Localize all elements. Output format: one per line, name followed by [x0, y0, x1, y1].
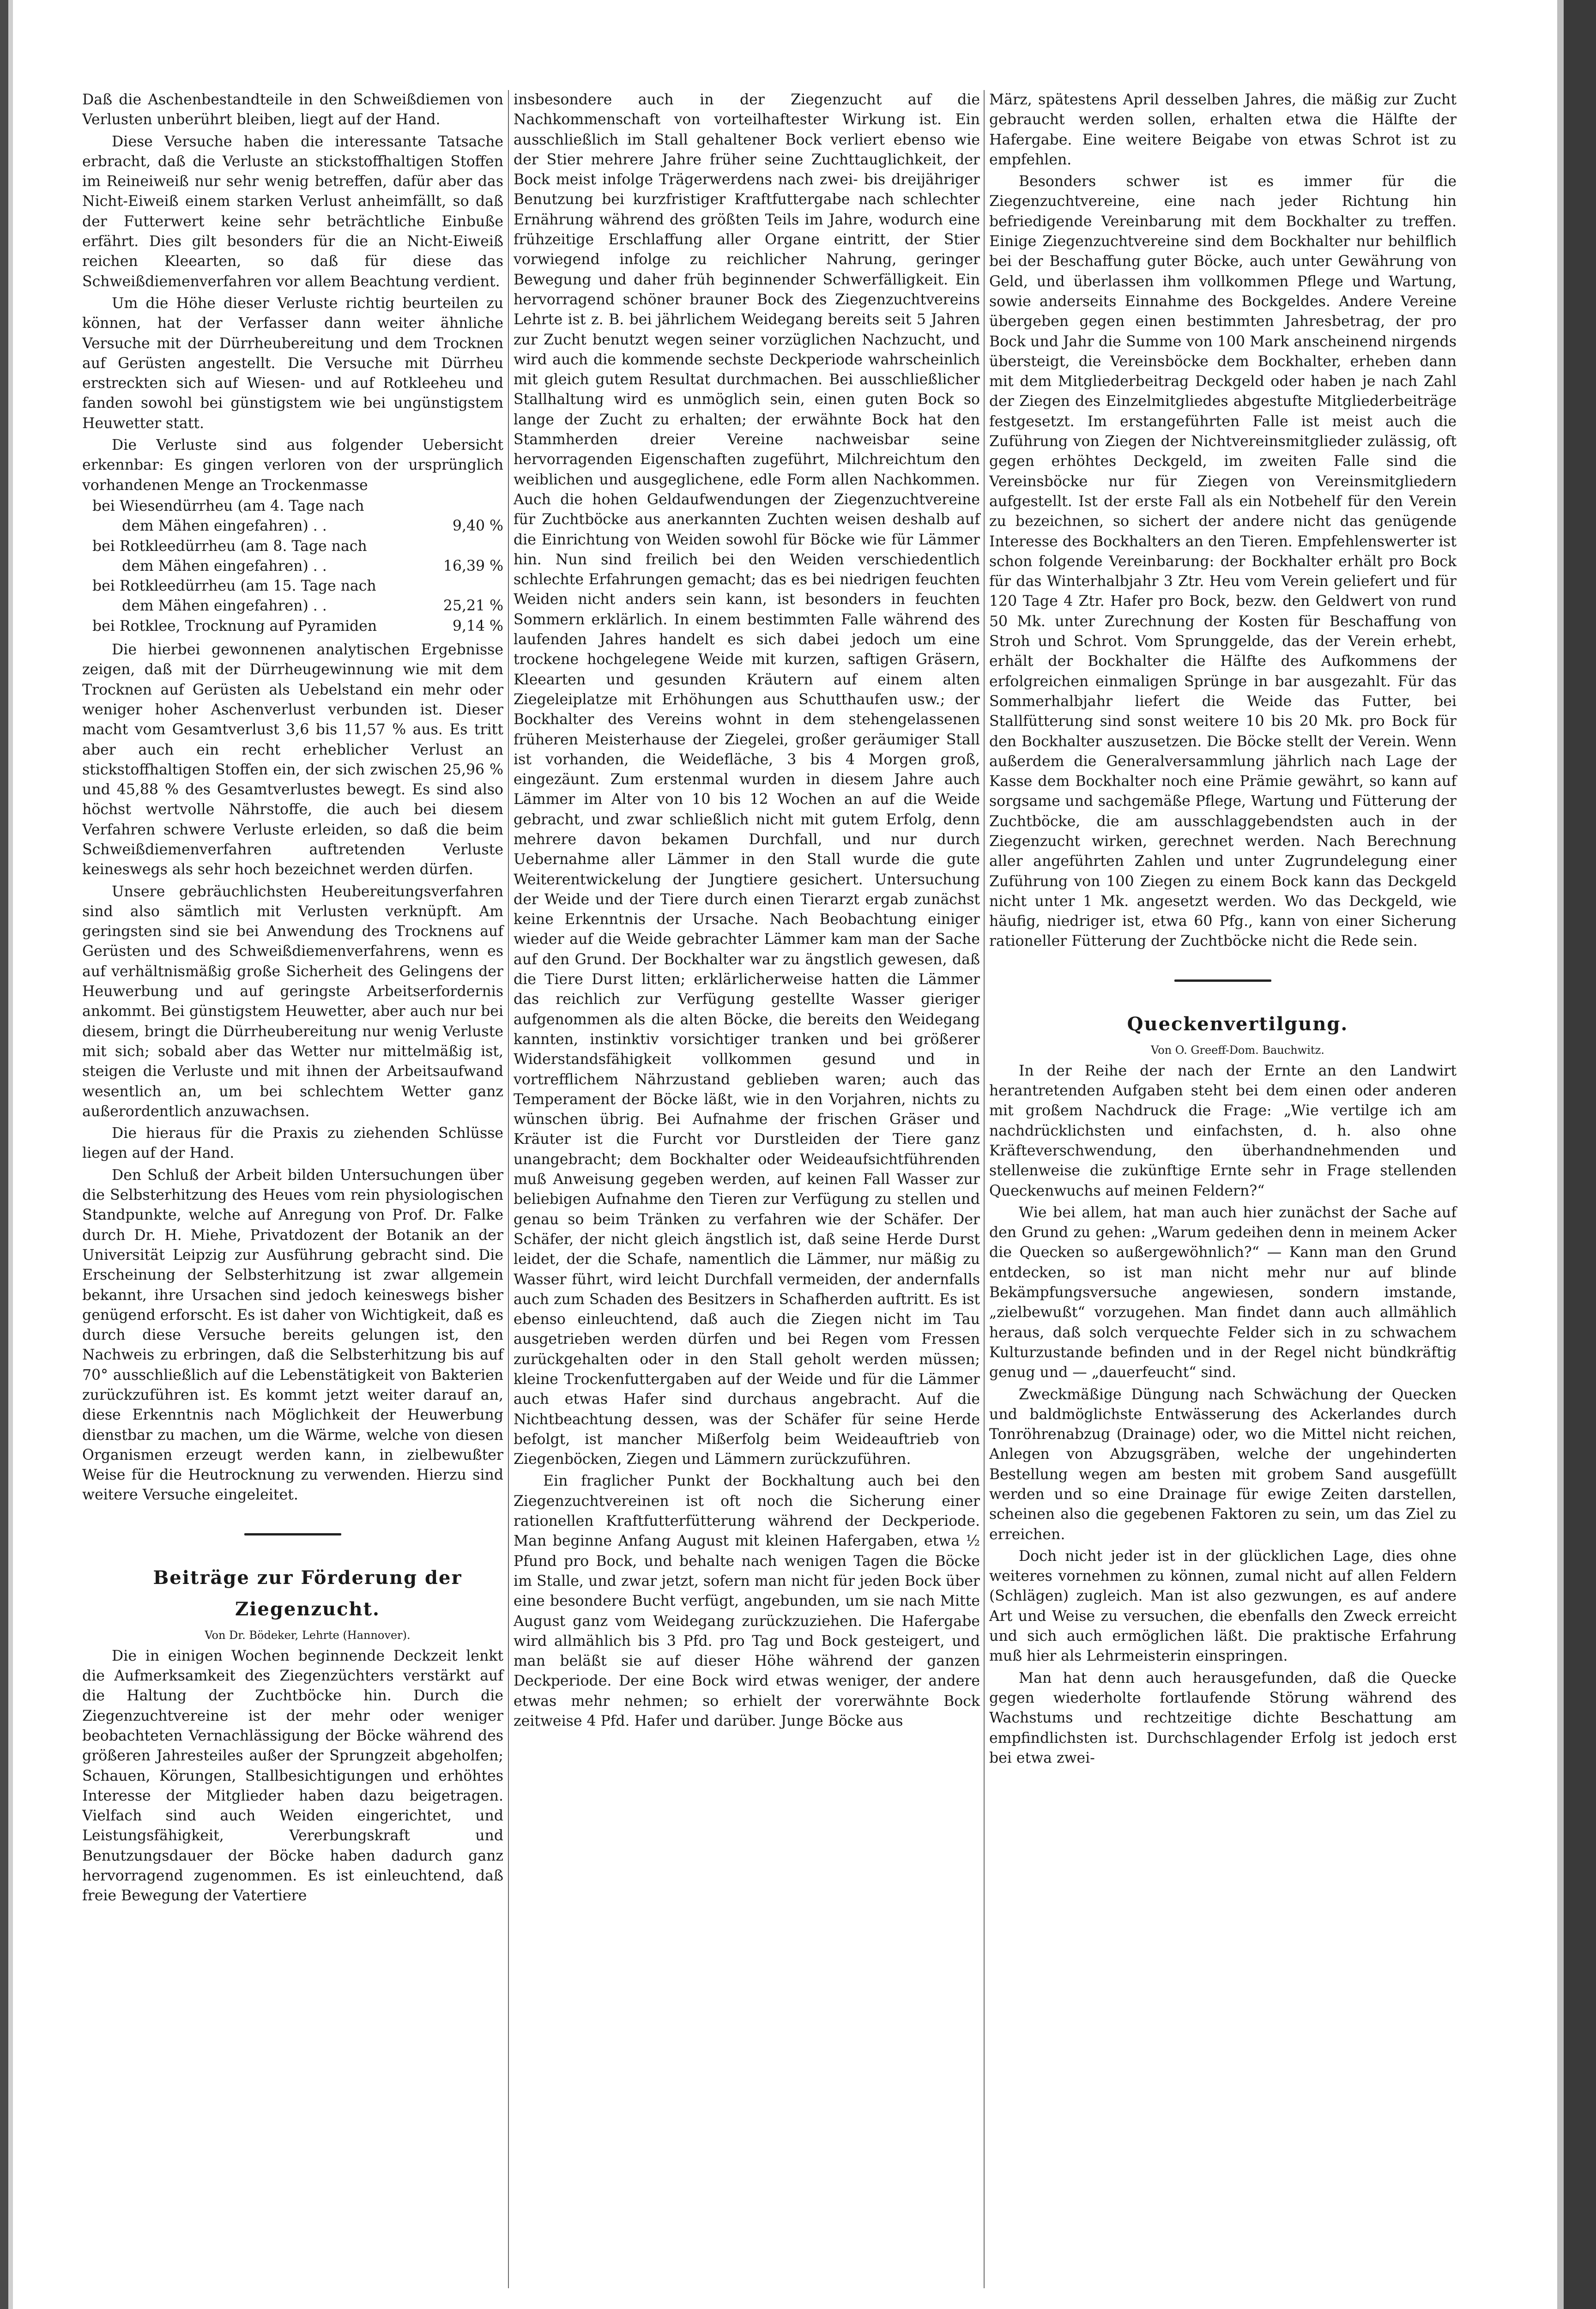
- scan-edge-left-shadow: [8, 0, 13, 2309]
- paragraph: Unsere gebräuchlichsten Heubereitungsverfahren sind also sämtlich mit Verlusten verknüpft. Am geringsten sind sie bei Anwendung des Trocknens auf Gerüsten und des Schweißdiemenverfahrens, wenn es auf verhältnismäßig große Sicherheit des Gelingens der Heuwerbung und auf geringste Arbeitserfordernis ankommt. Bei günstigstem Heuwetter, aber auch nur bei diesem, bringt die Dürrheubereitung nur wenig Verluste mit sich; sobald aber das Wetter nur mittelmäßig ist, steigen die Verluste und mit ihnen der Arbeitsaufwand wesentlich an, um bei schlechtem Wetter ganz außerordentlich anzuwachsen.: [82, 883, 503, 1120]
- article-title: Ziegenzucht.: [235, 1598, 380, 1620]
- column-2: [514, 90, 980, 1731]
- paragraph: Zweckmäßige Düngung nach Schwächung der Quecken und baldmöglichste Entwässerung des Ackerlandes durch Tonröhrenabzug (Drainage) oder, wo die Mittel nicht reichen, Anlegen von Abzugsgräben, welche der ungehinderten Bestellung wegen am besten mit grobem Sand ausgefüllt werden und so eine Drainage für ewige Zeiten darstellen, scheinen also die gegebenen Faktoren zu sein, um das Ziel zu erreichen.: [989, 1386, 1457, 1543]
- paragraph: In der Reihe der nach der Ernte an den Landwirt herantretenden Aufgaben steht bei dem einen oder anderen mit großem Nachdruck die Frage: „Wie vertilge ich am nachdrücklichsten und einfachsten, d. h. also ohne Kräfteverschwendung, den überhandnehmenden und stellenweise die zukünftige Ernte sehr in Frage stellenden Queckenwuchs auf meinen Feldern?“: [989, 1062, 1457, 1199]
- article-byline: Von O. Greeff-Dom. Bauchwitz.: [1151, 1043, 1324, 1057]
- column-1: [82, 90, 503, 1906]
- paragraph: insbesondere auch in der Ziegenzucht auf die Nachkommenschaft von vorteilhaftester Wirkung ist. Ein ausschließlich im Stall gehaltener Bock verliert ebenso wie der Stier mehrere Jahre früher seine Zuchttauglichkeit, der Bock meist infolge Trägerwerdens nach zwei- bis dreijähriger Benutzung bei kurzfristiger Kraftfuttergabe nach schlechter Ernährung während des größten Teils im Jahre, wodurch eine frühzeitige Erschlaffung aller Organe eintritt, der Stier vorwiegend infolge zu reichlicher Nahrung, geringer Bewegung und daher früh beginnender Schwerfälligkeit. Ein hervorragend schöner brauner Bock des Ziegenzuchtvereins Lehrte ist z. B. bei jährlichem Weidegang bereits seit 5 Jahren zur Zucht benutzt wegen seiner vorzüglichen Nachzucht, und wird auch die kommende sechste Deckperiode wahrscheinlich mit gleich gutem Resultat durchmachen. Bei ausschließlicher Stallhaltung wird es unmöglich sein, einen guten Bock so lange der Zucht zu erhalten; der erwähnte Bock hat den Stammherden dreier Vereine nachweisbar seine hervorragenden Eigenschaften zugeführt, Milchreichtum den weiblichen und ausgeglichene, edle Form allen Nachkommen. Auch die hohen Geldaufwendungen der Ziegenzuchtvereine für Zuchtböcke aus anerkannten Zuchten weisen deshalb auf die Einrichtung von Weiden sowohl für Böcke wie für Lämmer hin. Nun sind freilich bei den Weiden verschiedentlich schlechte Erfahrungen gemacht; das es bei niedrigen feuchten Weiden nicht anders sein kann, ist besonders in feuchten Sommern erklärlich. In einem bestimmten Falle während des laufenden Jahres handelt es sich dabei jedoch um eine trockene hochgelegene Weide mit kurzen, saftigen Gräsern, Kleearten und gesunden Kräutern auf einem alten Ziegeleiplatze mit Erhöhungen aus Schutthaufen usw.; der Bockhalter des Vereins wohnt in dem stehengelassenen früheren Meisterhause der Ziegelei, großer geräumiger Stall ist vorhanden, die Weidefläche, 3 bis 4 Morgen groß, eingezäunt. Zum erstenmal wurden in diesem Jahre auch Lämmer im Alter von 10 bis 12 Wochen an auf die Weide gebracht, und zwar schließlich nicht mit gutem Erfolg, denn mehrere davon bekamen Durchfall, und nur durch Uebernahme aller Lämmer in den Stall wurde die gute Weiterentwickelung der Jungtiere gesichert. Untersuchung der Weide und der Tiere durch einen Tierarzt ergab zunächst keine Erkenntnis der Ursache. Nach Beobachtung einiger wieder auf die Weide gebrachter Lämmer kam man der Sache auf den Grund. Der Bockhalter war zu ängstlich gewesen, daß die Tiere Durst litten; erklärlicherweise hatten die Lämmer das reichlich zur Verfügung gestellte Wasser gieriger aufgenommen als die alten Böcke, die bereits den Weidegang kannten, instinktiv vorsichtiger tranken und bei größerer Widerstandsfähigkeit vollkommen gesund und in vortrefflichem Nährzustand geblieben waren; auch das Temperament der Böcke läßt, wie in den Vorjahren, nichts zu wünschen übrig. Bei Aufnahme der frischen Gräser und Kräuter ist die Furcht vor Durstleiden der Tiere ganz unangebracht; dem Bockhalter oder Weideaufsichtführenden muß Anweisung gegeben werden, auf keinen Fall Wasser zur beliebigen Aufnahme den Tieren zur Verfügung zu stellen und genau so beim Tränken zu verfahren wie der Schäfer. Der Schäfer, der nicht gleich ängstlich ist, daß seine Herde Durst leidet, der die Schafe, namentlich die Lämmer, nur mäßig zu Wasser führt, wird leicht Durchfall vermeiden, der andernfalls auch zum Schaden des Besitzers in Schafherden auftritt. Es ist ebenso einleuchtend, daß auch die Ziegen nicht im Tau ausgetrieben werden dürfen und bei Regen vom Fressen zurückgehalten oder in den Stall geholt werden müssen; kleine Trockenfuttergaben auf der Weide und für die Lämmer auch etwas Hafer sind durchaus angebracht. Auf die Nichtbeachtung dessen, was der Schäfer für seine Herde befolgt, ist mancher Mißerfolg beim Weideauftrieb von Ziegenböcken, Ziegen und Lämmern zurückzuführen.: [514, 91, 980, 1468]
- paragraph: Daß die Aschenbestandteile in den Schweißdiemen von Verlusten unberührt bleiben, liegt auf der Hand.: [82, 91, 503, 128]
- loss-value: 16,39 %: [443, 557, 503, 574]
- paragraph: Man hat denn auch herausgefunden, daß die Quecke gegen wiederholte fortlaufende Störung während des Wachstums und rechtzeitige dichte Beschattung am empfindlichsten ist. Durchschlagender Erfolg ist jedoch erst bei etwa zwei-: [989, 1669, 1457, 1766]
- loss-label: bei Rotkleedürrheu (am 15. Tage nach: [92, 578, 376, 595]
- paragraph: Die hierbei gewonnenen analytischen Ergebnisse zeigen, daß mit der Dürrheugewinnung wie mit dem Trocknen auf Gerüsten als Uebelstand ein mehr oder weniger hoher Aschenverlust verbunden ist. Dieser macht vom Gesamtverlust 3,6 bis 11,57 % aus. Es tritt aber auch ein recht erheblicher Verlust an stickstoffhaltigen Stoffen ein, der sich zwischen 25,96 % und 45,88 % des Gesamtverlustes bewegt. Es sind also höchst wertvolle Nährstoffe, die auch bei diesem Verfahren schwere Verluste erleiden, so daß die beim Schweißdiemenverfahren auftretenden Verluste keineswegs als sehr hoch bezeichnet werden dürfen.: [82, 641, 503, 878]
- article-title: Queckenvertilgung.: [1127, 1013, 1348, 1035]
- column-divider-1: [508, 90, 509, 2288]
- loss-value: 9,40 %: [452, 518, 503, 535]
- paragraph: Ein fraglicher Punkt der Bockhaltung auch bei den Ziegenzuchtvereinen ist oft noch die Sicherung einer rationellen Kraftfutterfütterung während der Deckperiode. Man beginne Anfang August mit kleinen Hafergaben, etwa ½ Pfund pro Bock, und behalte nach wenigen Tagen die Böcke im Stalle, und zwar jetzt, sofern man nicht für jeden Bock über eine besondere Bucht verfügt, angebunden, um sie nach Mitte August ganz vom Weidegang zurückzuziehen. Die Hafergabe wird allmählich bis 3 Pfd. pro Tag und Bock gesteigert, und man beläßt sie auf dieser Höhe während der ganzen Deckperiode. Der eine Bock wird etwas weniger, der andere etwas mehr nehmen; so erhielt der vorerwähnte Bock zeitweise 4 Pfd. Hafer und darüber. Junge Böcke aus: [514, 1473, 980, 1730]
- loss-row: [82, 496, 503, 516]
- section-separator: [1174, 979, 1271, 982]
- paragraph: Besonders schwer ist es immer für die Ziegenzuchtvereine, eine nach jeder Richtung hin befriedigende Vereinbarung mit dem Bockhalter zu treffen. Einige Ziegenzuchtvereine sind dem Bockhalter nur behilflich bei der Beschaffung guter Böcke, auch unter Gewährung von Geld, und überlassen ihm vollkommen Pflege und Wartung, sowie anderseits Einnahme des Bockgeldes. Andere Vereine übergeben gegen einen bestimmten Jahresbetrag, der pro Bock und Jahr die Summe von 100 Mark anscheinend nirgends übersteigt, die Vereinsböcke dem Bockhalter, erheben dann mit dem Mitgliederbeitrag Deckgeld oder haben je nach Zahl der Ziegen des Einzelmitgliedes abgestufte Mitgliederbeiträge festgesetzt. Im erstangeführten Falle ist meist auch die Zuführung von Ziegen der Nichtvereinsmitglieder zulässig, oft gegen erhöhtes Deckgeld, im zweiten Falle sind die Vereinsböcke nur für Ziegen von Vereinsmitgliedern aufgestellt. Ist der erste Fall als ein Notbehelf für den Verein zu bezeichnen, so sichert der andere nicht das genügende Interesse des Bockhalters an den Tieren. Empfehlenswerter ist schon folgende Vereinbarung: der Bockhalter erhält pro Bock für das Winterhalbjahr 3 Ztr. Heu vom Verein geliefert und für 120 Tage 4 Ztr. Hafer pro Bock, bezw. den Geldwert von rund 50 Mk. unter Zurechnung der Kosten für Beschaffung von Stroh und Schrot. Vom Sprunggelde, das der Verein erhebt, erhält der Bockhalter die Hälfte des Aufkommens der erfolgreichen einmaligen Sprünge in bar ausgezahlt. Für das Sommerhalbjahr liefert die Weide das Futter, bei Stallfütterung sind sonst weitere 10 bis 20 Mk. pro Bock für den Bockhalter auszusetzen. Die Böcke stellt der Verein. Wenn außerdem die Generalversammlung jährlich nach Lage der Kasse dem Bockhalter noch eine Prämie gewährt, so kann auf sorgsame und sachgemäße Pflege, Wartung und Fütterung der Zuchtböcke, die am ausschlaggebendsten auch in der Ziegenzucht wirken, gerechnet werden. Nach Berechnung aller angeführten Zahlen und unter Zugrundelegung einer Zuführung von 100 Ziegen zu einem Bock kann das Deckgeld nicht unter 1 Mk. angesetzt werden. Wo das Deckgeld, wie häufig, niedriger ist, etwa 60 Pfg., kann von einer Sicherung rationeller Fütterung der Zuchtböcke nicht die Rede sein.: [989, 173, 1457, 950]
- scan-edge-right: [1564, 0, 1596, 2309]
- loss-row: [82, 556, 503, 576]
- scan-edge-left: [0, 0, 8, 2309]
- paragraph: Die Verluste sind aus folgender Uebersicht erkennbar: Es gingen verloren von der ursprünglich vorhandenen Menge an Trockenmasse: [82, 437, 503, 494]
- scan-edge-right-shadow: [1557, 0, 1564, 2309]
- paragraph: Diese Versuche haben die interessante Tatsache erbracht, daß die Verluste an stickstoffhaltigen Stoffen im Reineiweiß nur sehr wenig betreffen, dafür aber das Nicht-Eiweiß einem starken Verlust anheimfällt, so daß der Futterwert keine sehr beträchtliche Einbuße erfährt. Dies gilt besonders für die an Nicht-Eiweiß reichen Kleearten, so daß für diese das Schweißdiemenverfahren vor allem Beachtung verdient.: [82, 133, 503, 290]
- loss-value: 25,21 %: [443, 598, 503, 615]
- article-byline: Von Dr. Bödeker, Lehrte (Hannover).: [205, 1628, 411, 1642]
- paragraph: Die in einigen Wochen beginnende Deckzeit lenkt die Aufmerksamkeit des Ziegenzüchters verstärkt auf die Haltung der Zuchtböcke hin. Durch die Ziegenzuchtvereine ist der mehr oder weniger beobachteten Vernachlässigung der Böcke während des größeren Jahresteiles außer der Sprungzeit abgeholfen; Schauen, Körungen, Stallbesichtigungen und erhöhtes Interesse der Mitglieder haben dazu beigetragen. Vielfach sind auch Weiden eingerichtet, und Leistungsfähigkeit, Vererbungskraft und Benutzungsdauer der Böcke haben dadurch ganz hervorragend zugenommen. Es ist einleuchtend, daß freie Bewegung der Vatertiere: [82, 1647, 503, 1904]
- paragraph: Den Schluß der Arbeit bilden Untersuchungen über die Selbsterhitzung des Heues vom rein physiologischen Standpunkte, welche auf Anregung von Prof. Dr. Falke durch Dr. H. Miehe, Privatdozent der Botanik an der Universität Leipzig zur Ausführung gebracht sind. Die Erscheinung der Selbsterhitzung ist zwar allgemein bekannt, ihre Ursachen sind jedoch keineswegs bisher genügend erforscht. Es ist daher von Wichtigkeit, daß es durch diese Versuche bereits gelungen ist, den Nachweis zu erbringen, daß die Selbsterhitzung bis auf 70° ausschließlich auf die Lebenstätigkeit von Bakterien zurückzuführen ist. Es kommt jetzt weiter darauf an, diese Erkenntnis nach Möglichkeit der Heuwerbung dienstbar zu machen, um die Wärme, welche von diesen Organismen erzeugt werden kann, in zielbewußter Weise für die Heutrocknung zu verwenden. Hierzu sind weitere Versuche eingeleitet.: [82, 1167, 503, 1504]
- paragraph: Wie bei allem, hat man auch hier zunächst der Sache auf den Grund zu gehen: „Warum gedeihen denn in meinem Acker die Quecken so außergewöhnlich?“ — Kann man den Grund entdecken, so ist man nicht mehr nur auf blinde Bekämpfungsversuche angewiesen, sondern imstande, „zielbewußt“ vorzugehen. Man findet dann auch allmählich heraus, daß solch verquechte Felder sich in zu schwachem Kulturzustande befinden und in der Regel nicht bündkräftig genug und — „dauerfeucht“ sind.: [989, 1204, 1457, 1381]
- column-3: [989, 90, 1457, 1768]
- loss-row: [82, 617, 503, 636]
- paragraph: Die hieraus für die Praxis zu ziehenden Schlüsse liegen auf der Hand.: [82, 1125, 503, 1162]
- section-separator: [244, 1533, 341, 1535]
- loss-label-cont: dem Mähen eingefahren) . .: [122, 518, 327, 535]
- loss-label: bei Rotklee, Trocknung auf Pyramiden: [92, 617, 377, 635]
- loss-label: bei Wiesendürrheu (am 4. Tage nach: [92, 497, 364, 514]
- paragraph: Um die Höhe dieser Verluste richtig beurteilen zu können, hat der Verfasser dann weiter ähnliche Versuche mit der Dürrheubereitung und dem Trocknen auf Gerüsten angestellt. Die Versuche mit Dürrheu erstreckten sich auf Wiesen- und auf Rotkleeheu und fanden sowohl bei günstigstem wie bei ungünstigstem Heuwetter statt.: [82, 295, 503, 432]
- loss-table: [82, 496, 503, 636]
- loss-row: [82, 596, 503, 616]
- loss-value: 9,14 %: [452, 617, 503, 635]
- loss-row: [82, 576, 503, 596]
- loss-label-cont: dem Mähen eingefahren) . .: [122, 598, 327, 615]
- column-divider-2: [984, 90, 985, 2288]
- loss-label: bei Rotkleedürrheu (am 8. Tage nach: [92, 538, 367, 555]
- article-title: Beiträge zur Förderung der: [153, 1566, 462, 1589]
- loss-row: [82, 537, 503, 556]
- paragraph: März, spätestens April desselben Jahres, die mäßig zur Zucht gebraucht werden sollen, erhalten etwa die Hälfte der Hafergabe. Eine weitere Beigabe von etwas Schrot ist zu empfehlen.: [989, 91, 1457, 168]
- loss-label-cont: dem Mähen eingefahren) . .: [122, 557, 327, 574]
- loss-row: [82, 516, 503, 536]
- paragraph: Doch nicht jeder ist in der glücklichen Lage, dies ohne weiteres vornehmen zu können, zumal nicht auf allen Feldern (Schlägen) zugleich. Man ist also gezwungen, es auf andere Art und Weise zu versuchen, die ebenfalls den Zweck erreicht und sich auch ermöglichen läßt. Die praktische Erfahrung muß hier als Lehrmeisterin einspringen.: [989, 1547, 1457, 1665]
